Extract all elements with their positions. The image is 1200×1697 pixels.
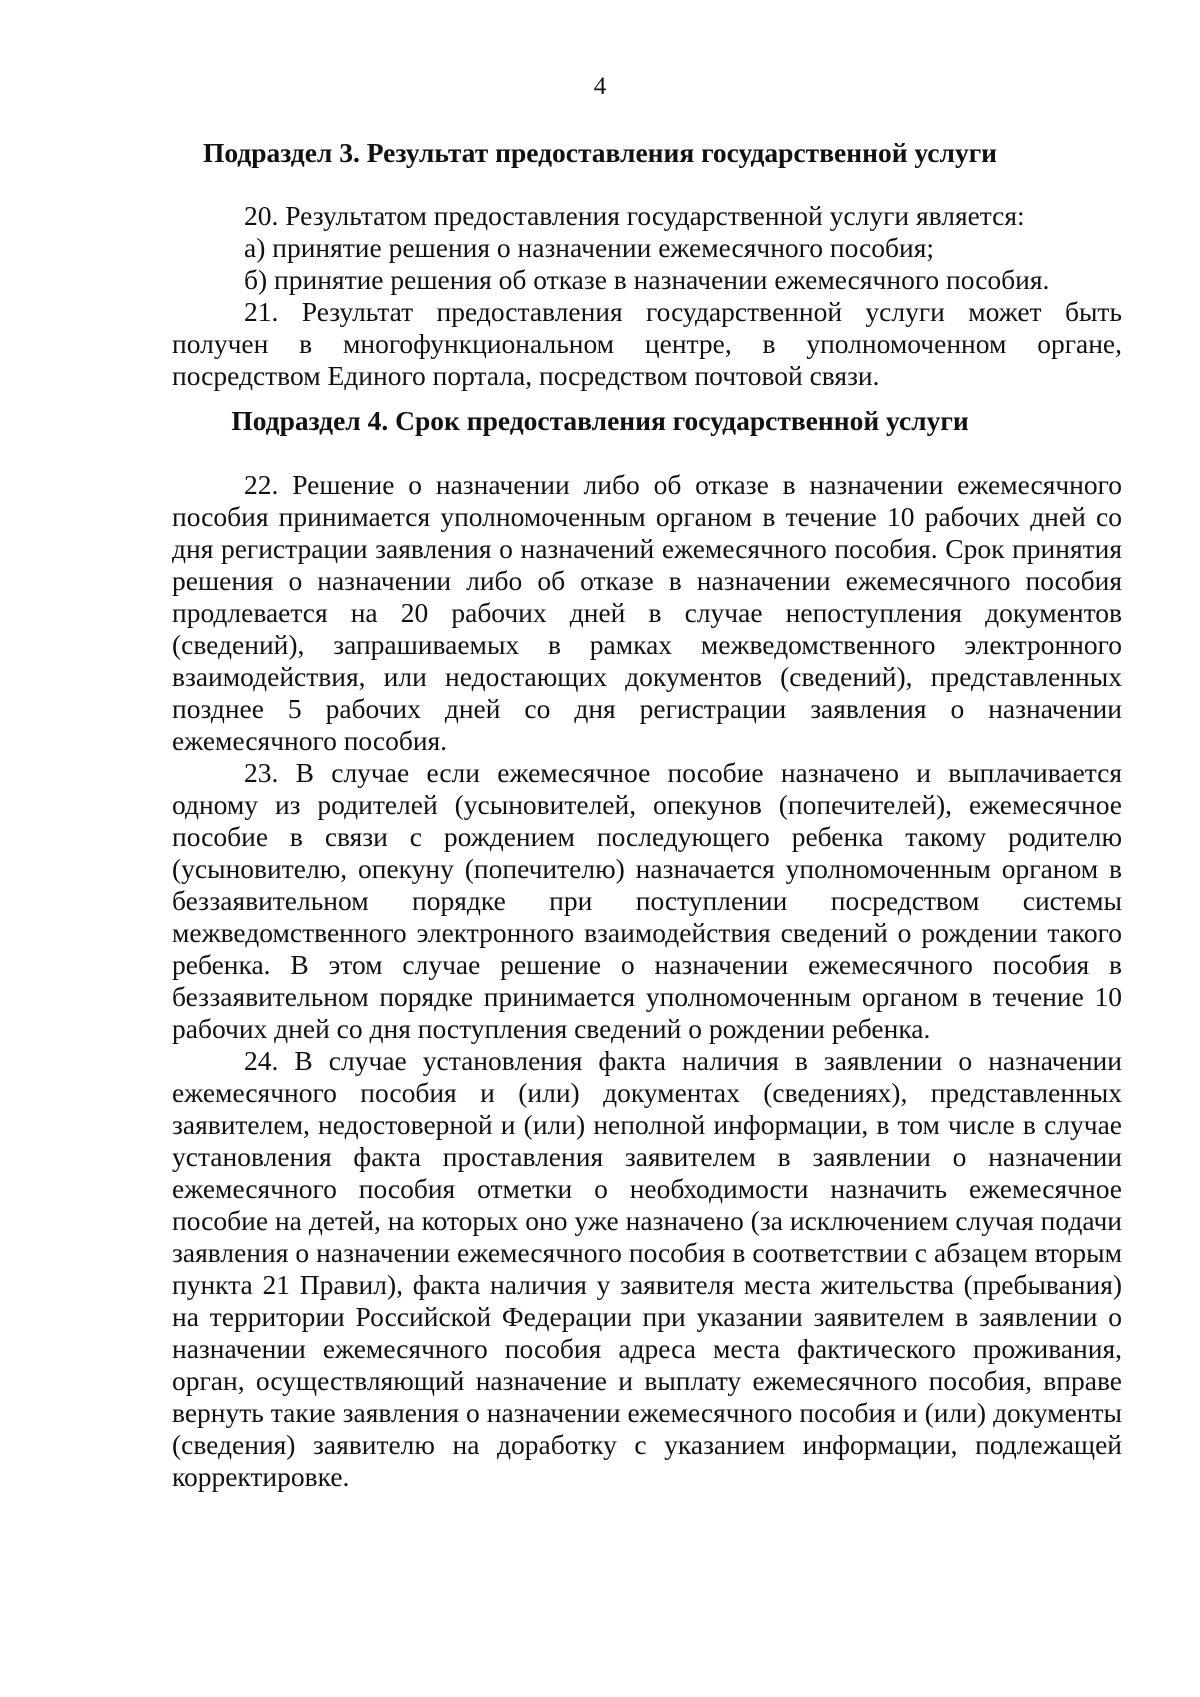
- paragraph-24: 24. В случае установления факта наличия в заявлении о назначении ежемесячного пособия и (или) документах (сведениях), представленных заявителем, недостоверной и (или) неполной информации, в том числе в случае установления факта проставления заявителем в заявлении о назначении ежемесячного пособия отметки о необходимости назначить ежемесячное пособие на детей, на которых оно уже назначено (за исключением случая подачи заявления о назначении ежемесячного пособия в соответствии с абзацем вторым пункта 21 Правил), факта наличия у заявителя места жительства (пребывания) на территории Российской Федерации при указании заявителем в заявлении о назначении ежемесячного пособия адреса места фактического проживания, орган, осуществляющий назначение и выплату ежемесячного пособия, вправе вернуть такие заявления о назначении ежемесячного пособия и (или) документы (сведения) заявителю на доработку с указанием информации, подлежащей корректировке.: [172, 1045, 1122, 1492]
- paragraph-20: 20. Результатом предоставления государственной услуги является:: [244, 200, 1025, 231]
- paragraph-20b: б) принятие решения об отказе в назначении ежемесячного пособия.: [244, 264, 1050, 295]
- paragraph-20a: а) принятие решения о назначении ежемесячного пособия;: [244, 232, 935, 263]
- page-number: 4: [593, 73, 607, 100]
- section-3-body: [172, 200, 1122, 392]
- section-3-heading: Подраздел 3. Результат предоставления государственной услуги: [202, 137, 998, 168]
- section-4-body: [172, 469, 1122, 1493]
- paragraph-21: 21. Результат предоставления государственной услуги может быть получен в многофункциональном центре, в уполномоченном органе, посредством Единого портала, посредством почтовой связи.: [172, 296, 1122, 391]
- paragraph-23: 23. В случае если ежемесячное пособие назначено и выплачивается одному из родителей (усыновителей, опекунов (попечителей), ежемесячное пособие в связи с рождением последующего ребенка такому родителю (усыновителю, опекуну (попечителю) назначается уполномоченным органом в беззаявительном порядке при поступлении посредством системы межведомственного электронного взаимодействия сведений о рождении такого ребенка. В этом случае решение о назначении ежемесячного пособия в беззаявительном порядке принимается уполномоченным органом в течение 10 рабочих дней со дня поступления сведений о рождении ребенка.: [172, 757, 1122, 1044]
- section-4-heading: Подраздел 4. Срок предоставления государственной услуги: [231, 405, 969, 436]
- paragraph-22: 22. Решение о назначении либо об отказе в назначении ежемесячного пособия принимается уполномоченным органом в течение 10 рабочих дней со дня регистрации заявления о назначений ежемесячного пособия. Срок принятия решения о назначении либо об отказе в назначении ежемесячного пособия продлевается на 20 рабочих дней в случае непоступления документов (сведений), запрашиваемых в рамках межведомственного электронного взаимодействия, или недостающих документов (сведений), представленных позднее 5 рабочих дней со дня регистрации заявления о назначении ежемесячного пособия.: [172, 469, 1122, 756]
